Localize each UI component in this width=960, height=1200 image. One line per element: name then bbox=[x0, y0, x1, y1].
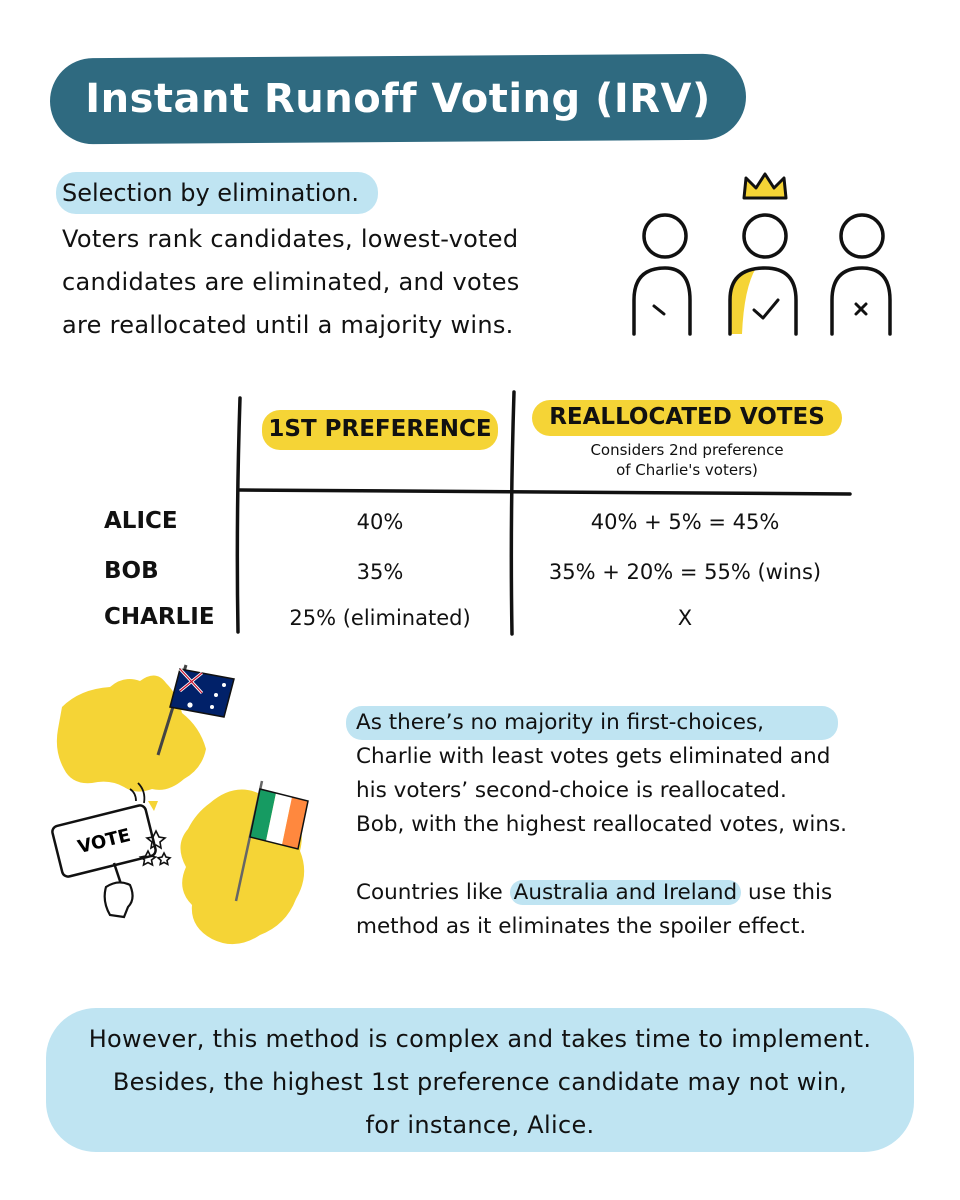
bottom-note-line: Besides, the highest 1st preference candidate may not win, bbox=[112, 1068, 848, 1096]
intro-line: candidates are eliminated, and votes bbox=[62, 268, 520, 296]
bottom-note-line: for instance, Alice. bbox=[365, 1111, 595, 1139]
intro-line: Voters rank candidates, lowest-voted bbox=[62, 225, 519, 253]
cell-charlie-first: 25% (eliminated) bbox=[289, 606, 471, 630]
col2-subheader-line: Considers 2nd preference bbox=[590, 441, 784, 459]
col2-header: REALLOCATED VOTES bbox=[549, 404, 825, 430]
cell-alice-first: 40% bbox=[356, 510, 404, 534]
bottom-note-line: However, this method is complex and takes time to implement. bbox=[88, 1025, 872, 1053]
cell-alice-reallocated: 40% + 5% = 45% bbox=[590, 510, 780, 534]
intro-line: are reallocated until a majority wins. bbox=[62, 311, 514, 339]
cell-bob-reallocated: 35% + 20% = 55% (wins) bbox=[548, 560, 822, 584]
vote-sign-text: VOTE bbox=[75, 824, 133, 859]
explanation-paragraph bbox=[356, 706, 847, 842]
cell-charlie-reallocated: X bbox=[677, 606, 693, 630]
intro-heading: Selection by elimination. bbox=[62, 179, 359, 207]
explanation-line: Bob, with the highest reallocated votes, wins. bbox=[356, 812, 847, 837]
cell-bob-first: 35% bbox=[356, 560, 404, 584]
countries-line-2: method as it eliminates the spoiler effect. bbox=[356, 914, 807, 939]
explanation-line: his voters’ second-choice is reallocated. bbox=[356, 778, 787, 803]
explanation-line: As there’s no majority in first-choices, bbox=[356, 710, 765, 735]
row-label-alice: ALICE bbox=[104, 508, 178, 534]
countries-paragraph bbox=[356, 876, 832, 944]
col2-subheader-line: of Charlie's voters) bbox=[616, 461, 758, 479]
row-label-bob: BOB bbox=[104, 558, 159, 584]
countries-highlight: Australia and Ireland bbox=[510, 880, 742, 905]
bottom-note-text bbox=[46, 1018, 914, 1147]
countries-suffix: use this bbox=[741, 880, 833, 905]
maps-illustration bbox=[40, 655, 330, 975]
col1-header: 1ST PREFERENCE bbox=[268, 416, 492, 442]
page-title: Instant Runoff Voting (IRV) bbox=[85, 76, 711, 122]
row-label-charlie: CHARLIE bbox=[104, 604, 215, 630]
countries-line bbox=[356, 876, 832, 910]
explanation-line: Charlie with least votes gets eliminated and bbox=[356, 744, 831, 769]
col2-subheader bbox=[532, 440, 842, 480]
countries-prefix: Countries like bbox=[356, 880, 510, 905]
